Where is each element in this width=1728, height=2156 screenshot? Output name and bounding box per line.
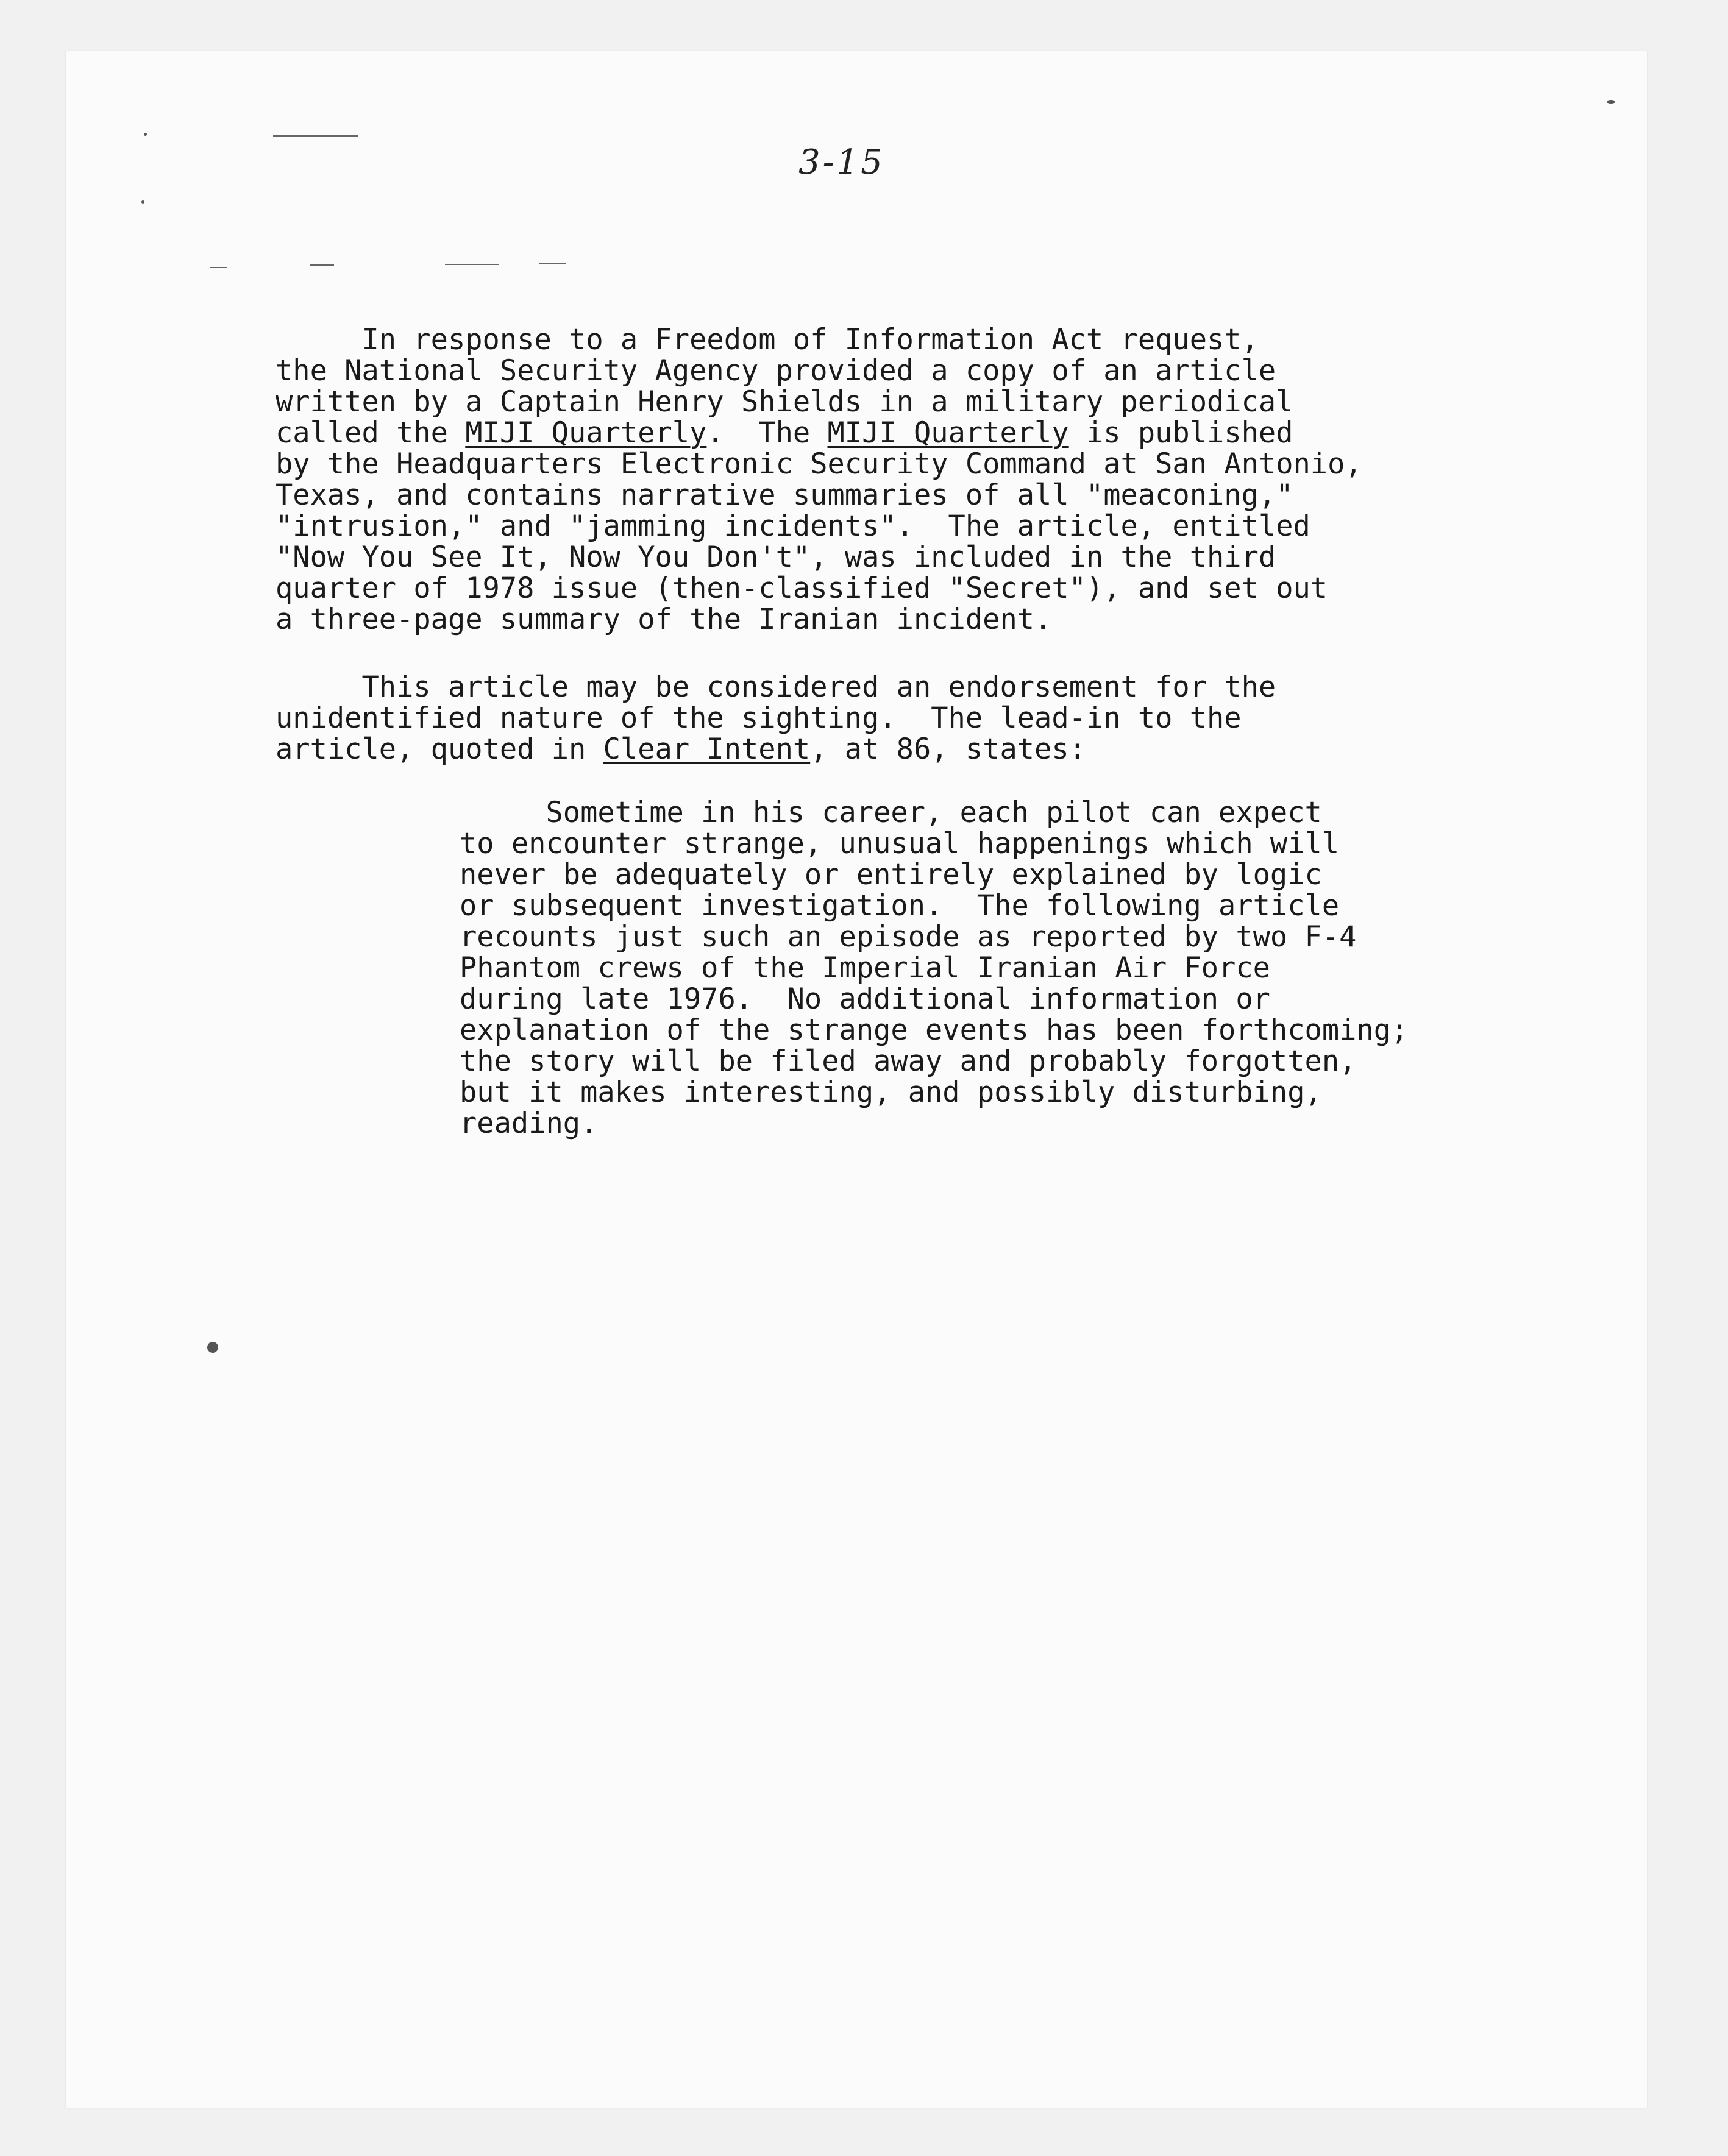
text-line: Texas, and contains narrative summaries of all "meaconing," (276, 478, 1293, 512)
text-run: is published (1068, 416, 1293, 450)
periodical-title: MIJI Quarterly (827, 416, 1069, 450)
text-line: the story will be filed away and probably forgotten, (460, 1044, 1357, 1078)
text-line: the National Security Agency provided a copy of an article (276, 354, 1276, 388)
block-quote (460, 797, 1408, 1139)
scan-speck (207, 1342, 218, 1353)
text-line: to encounter strange, unusual happenings which will (460, 827, 1340, 860)
text-line: written by a Captain Henry Shields in a military periodical (276, 385, 1293, 419)
text-line: explanation of the strange events has been forthcoming; (460, 1013, 1409, 1047)
text-line: but it makes interesting, and possibly disturbing, (460, 1076, 1322, 1109)
scan-mark (539, 263, 566, 264)
text-line: "intrusion," and "jamming incidents". The article, entitled (276, 509, 1310, 543)
scan-speck (141, 200, 144, 204)
scan-speck (144, 133, 147, 136)
text-line: "Now You See It, Now You Don't", was included in the third (276, 541, 1276, 574)
document-page (66, 51, 1647, 2108)
text-line: never be adequately or entirely explained by logic (460, 858, 1322, 892)
text-line: In response to a Freedom of Information Act request, (276, 323, 1259, 356)
text-line: a three-page summary of the Iranian incident. (276, 603, 1052, 636)
text-line (276, 417, 1362, 449)
scan-mark (210, 267, 227, 268)
text-line: reading. (460, 1107, 598, 1140)
text-line: Phantom crews of the Imperial Iranian Air Force (460, 951, 1270, 985)
text-run: called the (276, 416, 466, 450)
text-line: recounts just such an episode as reported by two F-4 (460, 920, 1357, 954)
text-run: . The (706, 416, 828, 450)
periodical-title: MIJI Quarterly (465, 416, 707, 450)
text-line: This article may be considered an endorsement for the (276, 670, 1276, 704)
paragraph-2 (276, 672, 1276, 765)
page-number: 3-15 (798, 143, 885, 182)
text-run: article, quoted in (276, 732, 603, 766)
scan-mark (310, 264, 334, 266)
book-title: Clear Intent (603, 732, 811, 766)
text-line: quarter of 1978 issue (then-classified "Secret"), and set out (276, 572, 1328, 605)
scan-speck (1607, 100, 1615, 104)
paragraph-1 (276, 324, 1362, 635)
text-line: unidentified nature of the sighting. The lead-in to the (276, 701, 1242, 735)
text-line (276, 734, 1276, 765)
text-line: during late 1976. No additional information or (460, 982, 1270, 1016)
text-run: , at 86, states: (810, 732, 1086, 766)
text-line: Sometime in his career, each pilot can expect (460, 796, 1322, 829)
scan-mark (445, 264, 499, 265)
scan-mark (273, 135, 358, 137)
text-line: or subsequent investigation. The following article (460, 889, 1340, 923)
text-line: by the Headquarters Electronic Security Command at San Antonio, (276, 447, 1362, 481)
